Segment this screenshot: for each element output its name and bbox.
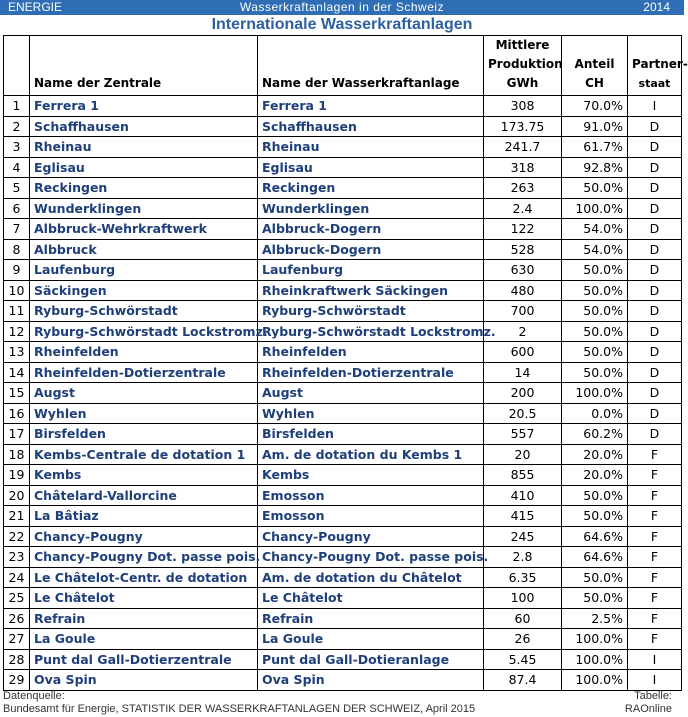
banner-title: Wasserkraftanlagen in der Schweiz bbox=[239, 0, 445, 14]
header-anteil-line1: Anteil bbox=[574, 57, 615, 71]
partner-state: F bbox=[628, 444, 682, 465]
anlage-name: Am. de dotation du Kembs 1 bbox=[258, 444, 484, 465]
partner-state: D bbox=[628, 403, 682, 424]
zentrale-name: Rheinfelden-Dotierzentrale bbox=[30, 362, 258, 383]
zentrale-name: Albbruck-Wehrkraftwerk bbox=[30, 219, 258, 240]
partner-state: I bbox=[628, 670, 682, 691]
row-number: 17 bbox=[4, 424, 30, 445]
row-number: 12 bbox=[4, 321, 30, 342]
row-number: 16 bbox=[4, 403, 30, 424]
row-number: 11 bbox=[4, 301, 30, 322]
produktion-value: 528 bbox=[484, 239, 562, 260]
anlage-name: Rheinfelden-Dotierzentrale bbox=[258, 362, 484, 383]
partner-state: D bbox=[628, 116, 682, 137]
produktion-value: 245 bbox=[484, 526, 562, 547]
anteil-value: 64.6% bbox=[562, 526, 628, 547]
anteil-value: 50.0% bbox=[562, 342, 628, 363]
zentrale-name: Ryburg-Schwörstadt Lockstromz. bbox=[30, 321, 258, 342]
anlage-name: Refrain bbox=[258, 608, 484, 629]
anlage-name: Rheinfelden bbox=[258, 342, 484, 363]
category-label: ENERGIE bbox=[8, 0, 63, 14]
produktion-value: 5.45 bbox=[484, 649, 562, 670]
zentrale-name: Ova Spin bbox=[30, 670, 258, 691]
table-row bbox=[4, 547, 682, 568]
anlage-name: Rheinau bbox=[258, 137, 484, 158]
anteil-value: 70.0% bbox=[562, 96, 628, 117]
source-label: Datenquelle: bbox=[3, 690, 65, 702]
table-row bbox=[4, 649, 682, 670]
zentrale-name: Wyhlen bbox=[30, 403, 258, 424]
produktion-value: 318 bbox=[484, 157, 562, 178]
produktion-value: 2.4 bbox=[484, 198, 562, 219]
anteil-value: 20.0% bbox=[562, 444, 628, 465]
anlage-name: Albbruck-Dogern bbox=[258, 239, 484, 260]
table-row bbox=[4, 116, 682, 137]
anteil-value: 50.0% bbox=[562, 178, 628, 199]
row-number: 10 bbox=[4, 280, 30, 301]
anteil-value: 91.0% bbox=[562, 116, 628, 137]
anteil-value: 0.0% bbox=[562, 403, 628, 424]
anteil-value: 54.0% bbox=[562, 239, 628, 260]
produktion-value: 200 bbox=[484, 383, 562, 404]
row-number: 22 bbox=[4, 526, 30, 547]
partner-state: D bbox=[628, 178, 682, 199]
anlage-name: Ryburg-Schwörstadt Lockstromz. bbox=[258, 321, 484, 342]
table-row bbox=[4, 157, 682, 178]
partner-state: D bbox=[628, 362, 682, 383]
zentrale-name: Rheinau bbox=[30, 137, 258, 158]
anteil-value: 50.0% bbox=[562, 567, 628, 588]
anlage-name: Birsfelden bbox=[258, 424, 484, 445]
row-number: 2 bbox=[4, 116, 30, 137]
table-header-row bbox=[4, 36, 682, 96]
row-number: 14 bbox=[4, 362, 30, 383]
zentrale-name: Reckingen bbox=[30, 178, 258, 199]
produktion-value: 480 bbox=[484, 280, 562, 301]
partner-state: F bbox=[628, 629, 682, 650]
anteil-value: 50.0% bbox=[562, 506, 628, 527]
top-banner bbox=[0, 0, 684, 15]
zentrale-name: Wunderklingen bbox=[30, 198, 258, 219]
anlage-name: Am. de dotation du Châtelot bbox=[258, 567, 484, 588]
zentrale-name: Ryburg-Schwörstadt bbox=[30, 301, 258, 322]
header-produktion-line1: Mittlere bbox=[495, 38, 550, 52]
partner-state: D bbox=[628, 219, 682, 240]
anteil-value: 100.0% bbox=[562, 383, 628, 404]
partner-state: F bbox=[628, 567, 682, 588]
row-number: 8 bbox=[4, 239, 30, 260]
header-partner-line2: staat bbox=[638, 77, 671, 90]
anteil-value: 50.0% bbox=[562, 280, 628, 301]
partner-state: D bbox=[628, 280, 682, 301]
table-row bbox=[4, 567, 682, 588]
produktion-value: 700 bbox=[484, 301, 562, 322]
produktion-value: 100 bbox=[484, 588, 562, 609]
anteil-value: 50.0% bbox=[562, 321, 628, 342]
zentrale-name: Ferrera 1 bbox=[30, 96, 258, 117]
anlage-name: Rheinkraftwerk Säckingen bbox=[258, 280, 484, 301]
anteil-value: 50.0% bbox=[562, 588, 628, 609]
produktion-value: 241.7 bbox=[484, 137, 562, 158]
partner-state: I bbox=[628, 649, 682, 670]
produktion-value: 20.5 bbox=[484, 403, 562, 424]
zentrale-name: Schaffhausen bbox=[30, 116, 258, 137]
anteil-value: 64.6% bbox=[562, 547, 628, 568]
header-anteil-line2: CH bbox=[585, 76, 604, 90]
table-credit: RAOnline bbox=[624, 703, 672, 715]
source-text: Bundesamt für Energie, STATISTIK DER WASSERKRAFTANLAGEN DER SCHWEIZ, April 2015 bbox=[3, 703, 476, 715]
anlage-name: Emosson bbox=[258, 506, 484, 527]
header-produktion-line2: Produktion bbox=[488, 57, 563, 71]
partner-state: D bbox=[628, 260, 682, 281]
table-row bbox=[4, 137, 682, 158]
zentrale-name: Le Châtelot bbox=[30, 588, 258, 609]
anlage-name: Chancy-Pougny Dot. passe pois. bbox=[258, 547, 484, 568]
table-row bbox=[4, 424, 682, 445]
produktion-value: 630 bbox=[484, 260, 562, 281]
partner-state: F bbox=[628, 506, 682, 527]
produktion-value: 6.35 bbox=[484, 567, 562, 588]
anlage-name: Schaffhausen bbox=[258, 116, 484, 137]
anlage-name: Ova Spin bbox=[258, 670, 484, 691]
header-produktion-line3: GWh bbox=[506, 76, 539, 90]
row-number: 15 bbox=[4, 383, 30, 404]
page-title: Internationale Wasserkraftanlagen bbox=[211, 16, 473, 33]
anlage-name: Ryburg-Schwörstadt bbox=[258, 301, 484, 322]
header-num bbox=[4, 36, 30, 96]
anlage-name: Le Châtelot bbox=[258, 588, 484, 609]
zentrale-name: Chancy-Pougny Dot. passe pois. bbox=[30, 547, 258, 568]
anlage-name: Augst bbox=[258, 383, 484, 404]
row-number: 3 bbox=[4, 137, 30, 158]
partner-state: D bbox=[628, 424, 682, 445]
partner-state: I bbox=[628, 96, 682, 117]
row-number: 7 bbox=[4, 219, 30, 240]
anlage-name: Wunderklingen bbox=[258, 198, 484, 219]
row-number: 26 bbox=[4, 608, 30, 629]
table-row bbox=[4, 444, 682, 465]
produktion-value: 122 bbox=[484, 219, 562, 240]
header-partner-line1: Partner- bbox=[632, 57, 688, 71]
row-number: 9 bbox=[4, 260, 30, 281]
table-row bbox=[4, 198, 682, 219]
anlage-name: Chancy-Pougny bbox=[258, 526, 484, 547]
row-number: 5 bbox=[4, 178, 30, 199]
hydropower-table bbox=[3, 35, 688, 691]
zentrale-name: Eglisau bbox=[30, 157, 258, 178]
produktion-value: 2 bbox=[484, 321, 562, 342]
anteil-value: 60.2% bbox=[562, 424, 628, 445]
anlage-name: Wyhlen bbox=[258, 403, 484, 424]
produktion-value: 557 bbox=[484, 424, 562, 445]
anteil-value: 100.0% bbox=[562, 629, 628, 650]
table-row bbox=[4, 465, 682, 486]
anteil-value: 50.0% bbox=[562, 485, 628, 506]
partner-state: F bbox=[628, 485, 682, 506]
produktion-value: 60 bbox=[484, 608, 562, 629]
table-row bbox=[4, 588, 682, 609]
zentrale-name: Chancy-Pougny bbox=[30, 526, 258, 547]
header-produktion bbox=[484, 36, 562, 96]
anteil-value: 92.8% bbox=[562, 157, 628, 178]
row-number: 25 bbox=[4, 588, 30, 609]
table-row bbox=[4, 280, 682, 301]
table-row bbox=[4, 321, 682, 342]
anlage-name: Punt dal Gall-Dotieranlage bbox=[258, 649, 484, 670]
row-number: 19 bbox=[4, 465, 30, 486]
produktion-value: 308 bbox=[484, 96, 562, 117]
row-number: 29 bbox=[4, 670, 30, 691]
row-number: 6 bbox=[4, 198, 30, 219]
row-number: 24 bbox=[4, 567, 30, 588]
partner-state: D bbox=[628, 239, 682, 260]
footer bbox=[0, 688, 684, 717]
partner-state: D bbox=[628, 157, 682, 178]
anlage-name: Ferrera 1 bbox=[258, 96, 484, 117]
row-number: 21 bbox=[4, 506, 30, 527]
zentrale-name: La Goule bbox=[30, 629, 258, 650]
table-row bbox=[4, 260, 682, 281]
zentrale-name: Châtelard-Vallorcine bbox=[30, 485, 258, 506]
anteil-value: 20.0% bbox=[562, 465, 628, 486]
partner-state: F bbox=[628, 608, 682, 629]
anlage-name: Emosson bbox=[258, 485, 484, 506]
row-number: 27 bbox=[4, 629, 30, 650]
zentrale-name: Augst bbox=[30, 383, 258, 404]
zentrale-name: Rheinfelden bbox=[30, 342, 258, 363]
anteil-value: 100.0% bbox=[562, 670, 628, 691]
produktion-value: 87.4 bbox=[484, 670, 562, 691]
row-number: 18 bbox=[4, 444, 30, 465]
produktion-value: 410 bbox=[484, 485, 562, 506]
table-row bbox=[4, 383, 682, 404]
anteil-value: 2.5% bbox=[562, 608, 628, 629]
zentrale-name: Laufenburg bbox=[30, 260, 258, 281]
anlage-name: Eglisau bbox=[258, 157, 484, 178]
table-row bbox=[4, 96, 682, 117]
produktion-value: 20 bbox=[484, 444, 562, 465]
partner-state: F bbox=[628, 588, 682, 609]
zentrale-name: La Bâtiaz bbox=[30, 506, 258, 527]
table-row bbox=[4, 670, 682, 691]
anteil-value: 50.0% bbox=[562, 362, 628, 383]
zentrale-name: Birsfelden bbox=[30, 424, 258, 445]
row-number: 23 bbox=[4, 547, 30, 568]
zentrale-name: Kembs bbox=[30, 465, 258, 486]
produktion-value: 600 bbox=[484, 342, 562, 363]
table-row bbox=[4, 485, 682, 506]
anlage-name: La Goule bbox=[258, 629, 484, 650]
row-number: 20 bbox=[4, 485, 30, 506]
anteil-value: 100.0% bbox=[562, 198, 628, 219]
anteil-value: 50.0% bbox=[562, 301, 628, 322]
table-row bbox=[4, 608, 682, 629]
produktion-value: 26 bbox=[484, 629, 562, 650]
anteil-value: 61.7% bbox=[562, 137, 628, 158]
anteil-value: 54.0% bbox=[562, 219, 628, 240]
table-row bbox=[4, 301, 682, 322]
produktion-value: 2.8 bbox=[484, 547, 562, 568]
table-row bbox=[4, 526, 682, 547]
partner-state: F bbox=[628, 547, 682, 568]
zentrale-name: Säckingen bbox=[30, 280, 258, 301]
row-number: 28 bbox=[4, 649, 30, 670]
table-row bbox=[4, 362, 682, 383]
produktion-value: 263 bbox=[484, 178, 562, 199]
anlage-name: Kembs bbox=[258, 465, 484, 486]
partner-state: D bbox=[628, 321, 682, 342]
header-anteil bbox=[562, 36, 628, 96]
partner-state: D bbox=[628, 301, 682, 322]
table-row bbox=[4, 629, 682, 650]
header-zentrale: Name der Zentrale bbox=[30, 36, 258, 96]
anlage-name: Albbruck-Dogern bbox=[258, 219, 484, 240]
table-row bbox=[4, 178, 682, 199]
header-anlage: Name der Wasserkraftanlage bbox=[258, 36, 484, 96]
zentrale-name: Punt dal Gall-Dotierzentrale bbox=[30, 649, 258, 670]
partner-state: D bbox=[628, 383, 682, 404]
header-partner bbox=[628, 36, 688, 96]
year-label: 2014 bbox=[643, 0, 670, 14]
partner-state: D bbox=[628, 342, 682, 363]
table-row bbox=[4, 403, 682, 424]
anteil-value: 50.0% bbox=[562, 260, 628, 281]
produktion-value: 173.75 bbox=[484, 116, 562, 137]
table-row bbox=[4, 239, 682, 260]
zentrale-name: Refrain bbox=[30, 608, 258, 629]
partner-state: D bbox=[628, 198, 682, 219]
zentrale-name: Le Châtelot-Centr. de dotation bbox=[30, 567, 258, 588]
partner-state: F bbox=[628, 465, 682, 486]
zentrale-name: Albbruck bbox=[30, 239, 258, 260]
row-number: 1 bbox=[4, 96, 30, 117]
table-row bbox=[4, 506, 682, 527]
partner-state: D bbox=[628, 137, 682, 158]
row-number: 4 bbox=[4, 157, 30, 178]
produktion-value: 14 bbox=[484, 362, 562, 383]
table-row bbox=[4, 219, 682, 240]
zentrale-name: Kembs-Centrale de dotation 1 bbox=[30, 444, 258, 465]
anlage-name: Reckingen bbox=[258, 178, 484, 199]
produktion-value: 415 bbox=[484, 506, 562, 527]
row-number: 13 bbox=[4, 342, 30, 363]
partner-state: F bbox=[628, 526, 682, 547]
produktion-value: 855 bbox=[484, 465, 562, 486]
table-body bbox=[4, 96, 682, 691]
table-row bbox=[4, 342, 682, 363]
anlage-name: Laufenburg bbox=[258, 260, 484, 281]
table-label: Tabelle: bbox=[634, 690, 672, 702]
anteil-value: 100.0% bbox=[562, 649, 628, 670]
